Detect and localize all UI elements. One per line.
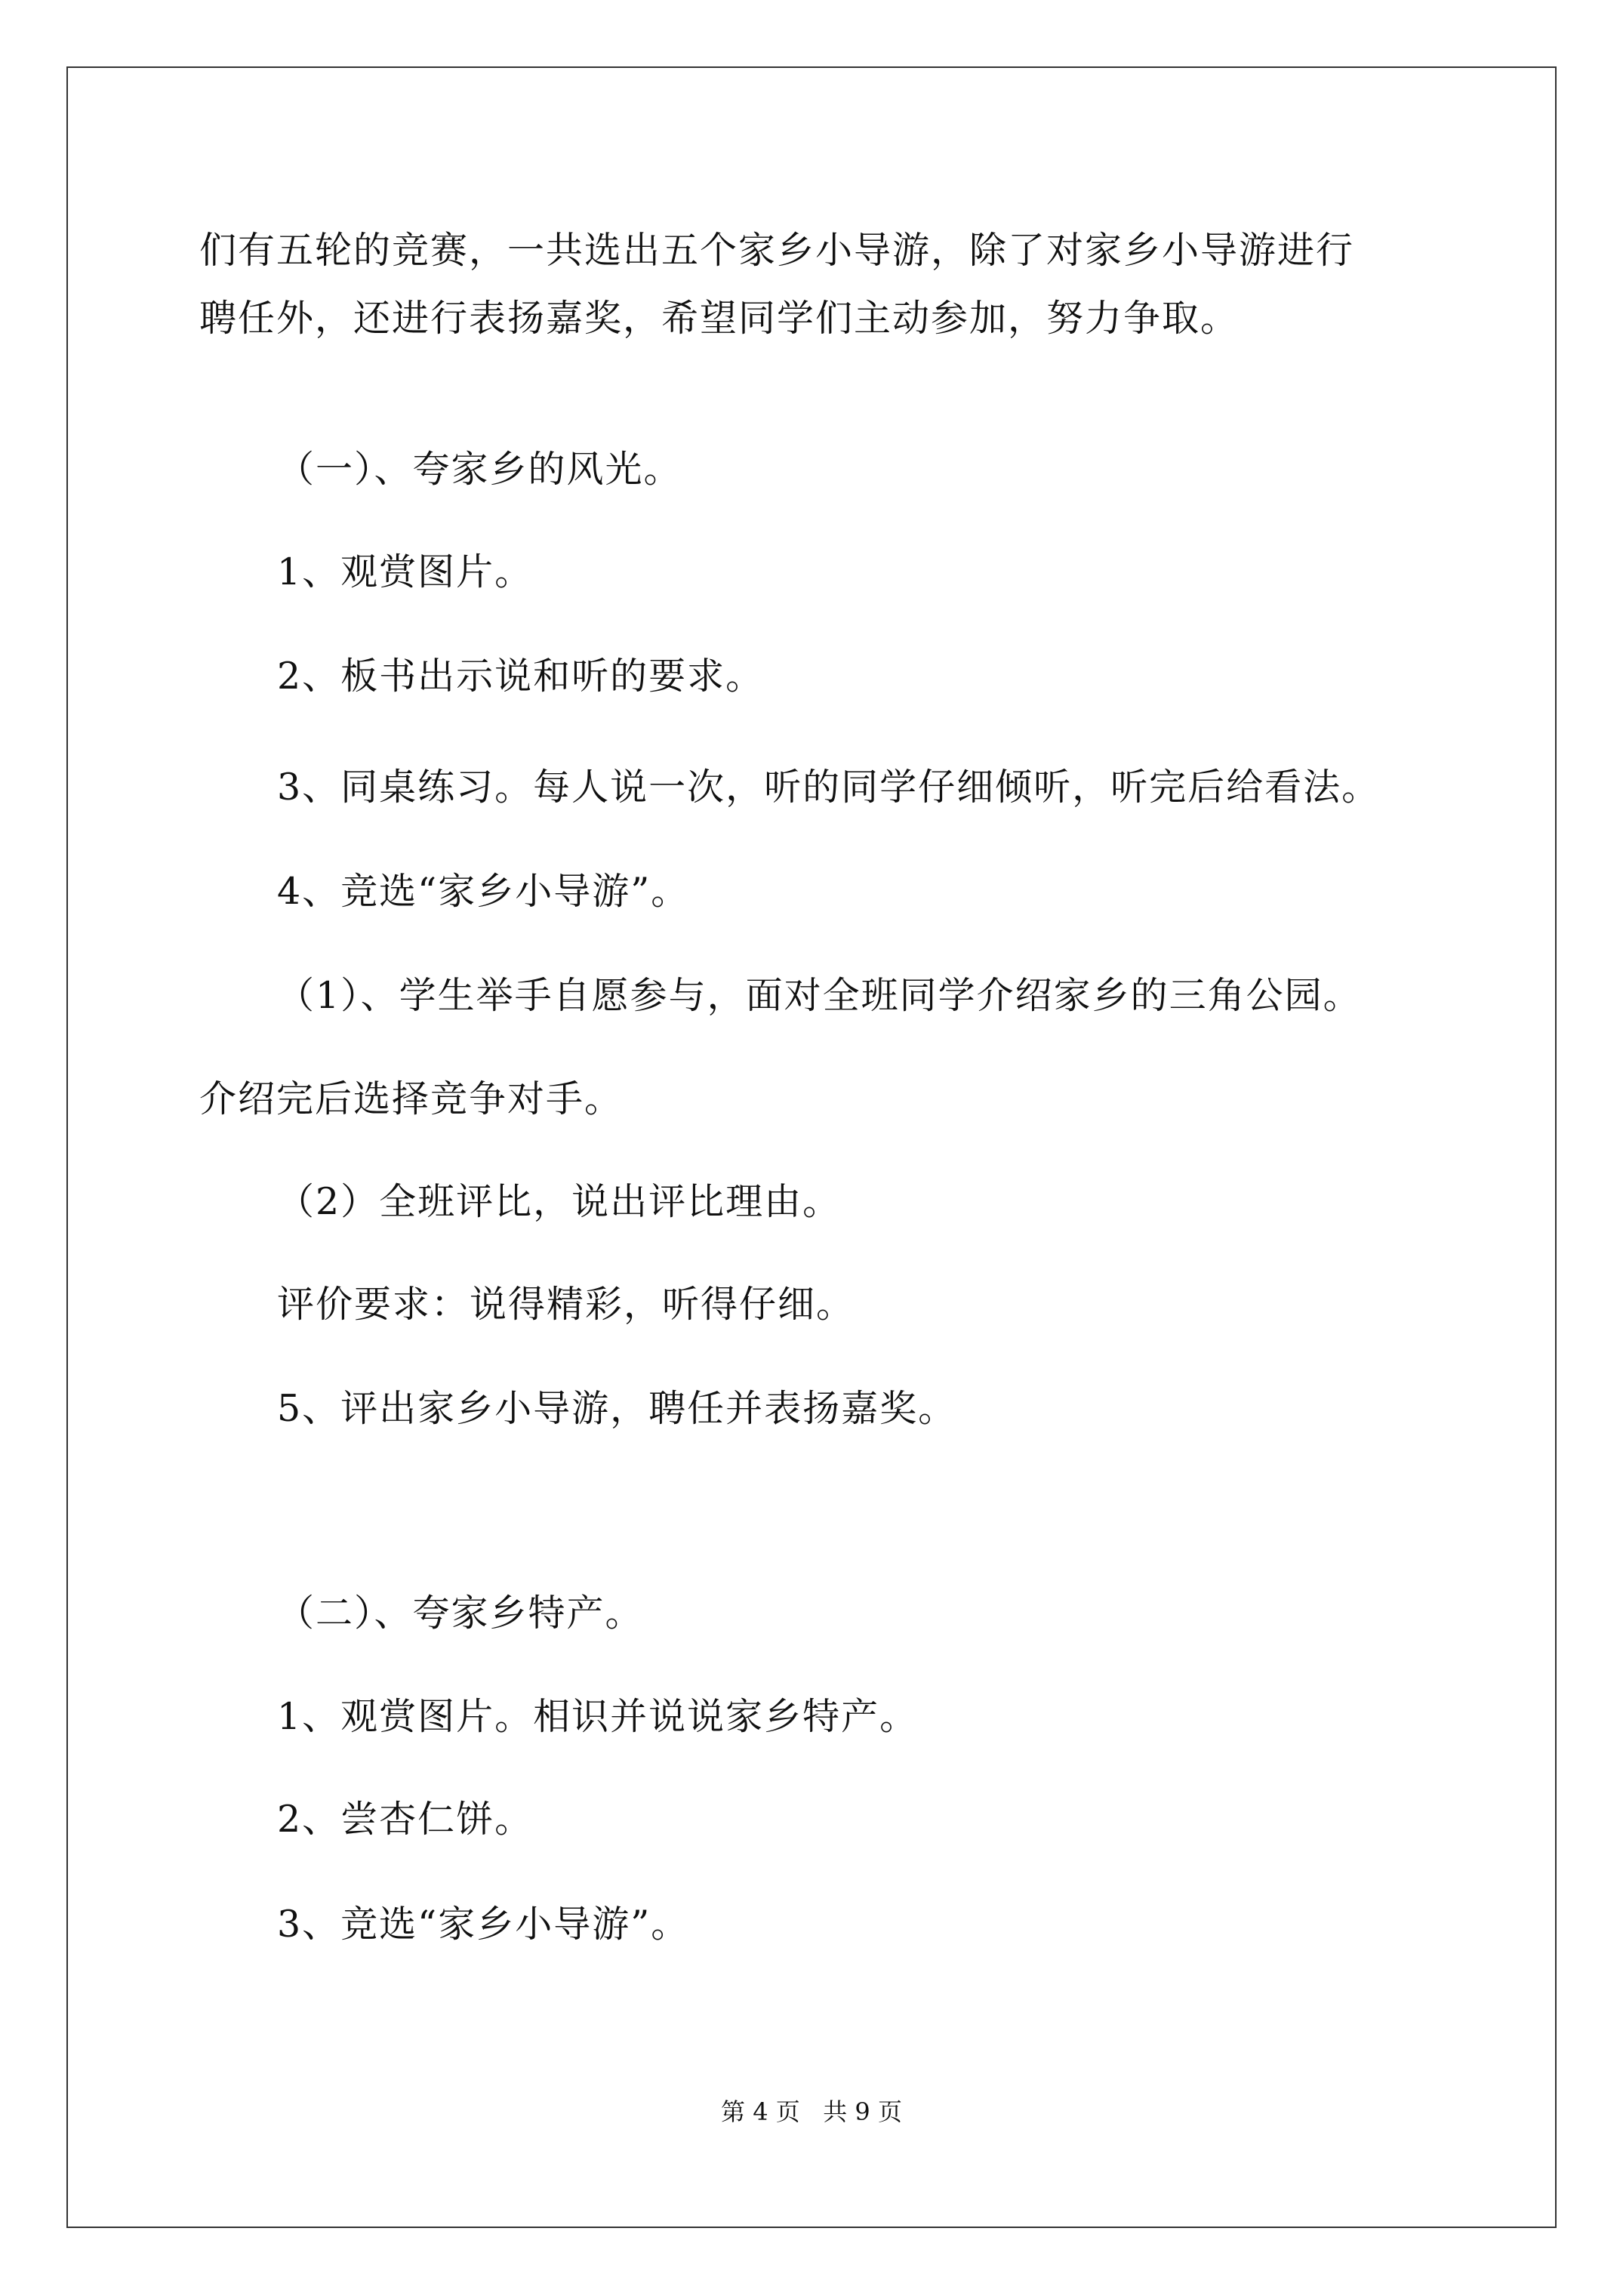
list-item-1: 1、观赏图片。: [277, 550, 534, 593]
list-item-4: 4、竞选“家乡小导游”。: [277, 870, 690, 913]
evaluation-requirement: 评价要求：说得精彩，听得仔细。: [277, 1283, 855, 1326]
sub-item-2: （2）全班评比，说出评比理由。: [277, 1180, 842, 1223]
sub-item-1: （1）、学生举手自愿参与，面对全班同学介绍家乡的三角公园。: [277, 974, 1362, 1017]
list-item-5: 5、评出家乡小导游，聘任并表扬嘉奖。: [277, 1387, 957, 1430]
page-number-footer: 第 4 页 共 9 页: [721, 2097, 902, 2126]
list-item-2: 2、板书出示说和听的要求。: [277, 655, 765, 698]
paragraph-line-2: 聘任外，还进行表扬嘉奖，希望同学们主动参加，努力争取。: [199, 297, 1240, 340]
section-heading-1: （一）、夸家乡的风光。: [277, 448, 682, 491]
list-item-7: 2、尝杏仁饼。: [277, 1798, 534, 1841]
list-item-6: 1、观赏图片。相识并说说家乡特产。: [277, 1695, 919, 1738]
list-item-8: 3、竞选“家乡小导游”。: [277, 1903, 690, 1946]
paragraph-line-1: 们有五轮的竞赛，一共选出五个家乡小导游，除了对家乡小导游进行: [199, 229, 1355, 272]
list-item-3: 3、同桌练习。每人说一次，听的同学仔细倾听，听完后给看法。: [277, 766, 1381, 809]
section-heading-2: （二）、夸家乡特产。: [277, 1592, 644, 1635]
sub-item-1-continued: 介绍完后选择竞争对手。: [199, 1077, 624, 1120]
